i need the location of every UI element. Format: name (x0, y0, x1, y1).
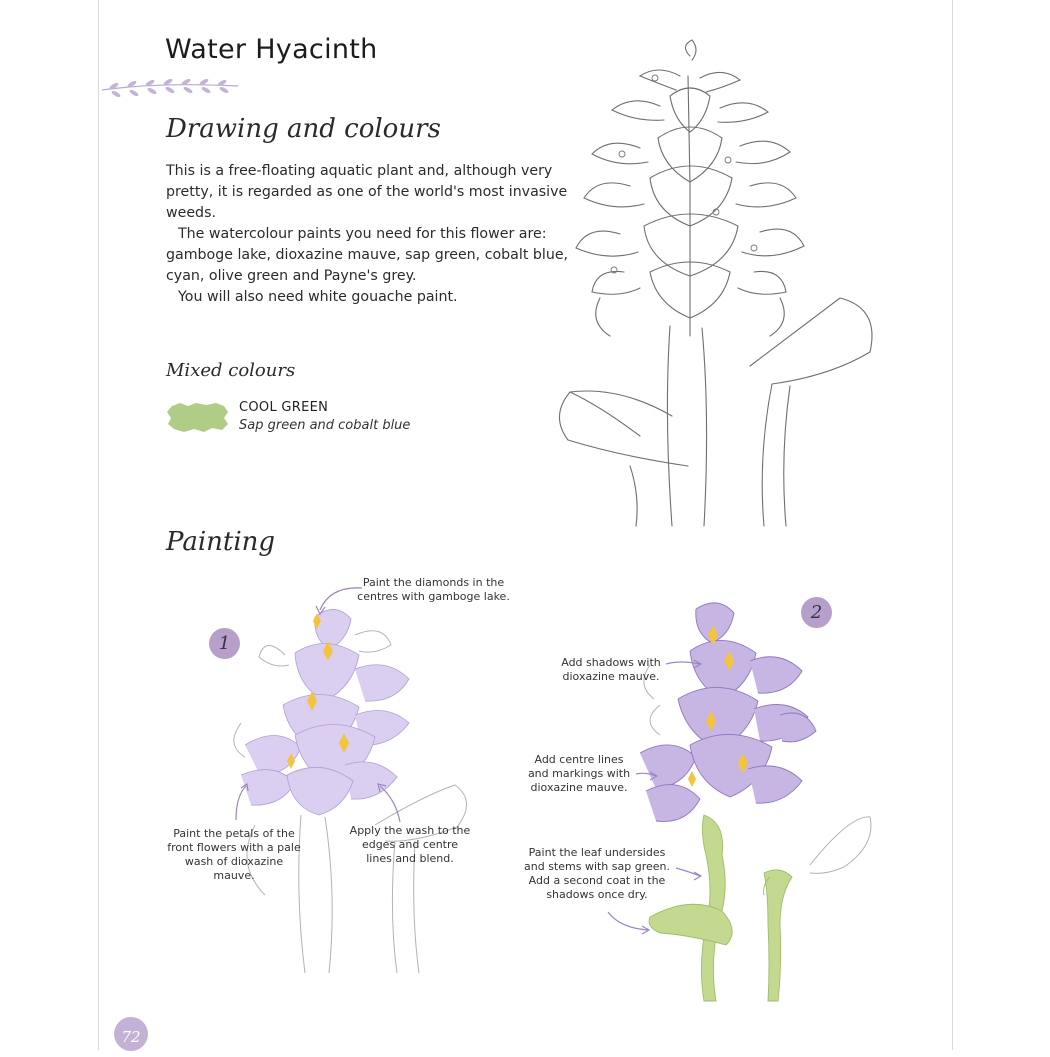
step-1-note-wash: Apply the wash to the edges and centre lines and blend. (349, 824, 471, 865)
step-1-note-diamonds: Paint the diamonds in the centres with gamboge lake. (357, 576, 510, 603)
step-2-annotation-arrows (600, 650, 720, 950)
step-1-badge: 1 (209, 628, 240, 659)
vine-ornament-icon (100, 76, 240, 102)
section-heading-painting: Painting (166, 527, 276, 557)
mix-name: COOL GREEN (239, 400, 329, 415)
intro-paragraph: The watercolour paints you need for this flower are: gamboge lake, dioxazine mauve, sap green, cobalt blue, cyan, olive green and Payne's grey. (166, 226, 569, 284)
section-heading-mixed-colours: Mixed colours (166, 360, 296, 381)
intro-paragraph: This is a free-floating aquatic plant and, although very pretty, it is regarded as one of the world's most invasive weeds. (166, 163, 568, 221)
intro-paragraph: You will also need white gouache paint. (178, 289, 458, 305)
step-2-note-leaf: Paint the leaf undersides and stems with sap green. Add a second coat in the shadows once dry. (524, 846, 670, 901)
step-1-annotation-arrows (230, 580, 410, 830)
mix-description: Sap green and cobalt blue (239, 418, 411, 433)
page-number: 72 (114, 1017, 148, 1051)
step-2-note-shadows: Add shadows with dioxazine mauve. (561, 656, 661, 683)
step-2-note-centre-lines: Add centre lines and markings with dioxazine mauve. (527, 753, 631, 794)
page-title: Water Hyacinth (165, 34, 378, 65)
section-heading-drawing: Drawing and colours (166, 114, 441, 144)
pencil-drawing-illustration (540, 36, 890, 536)
step-1-note-petals: Paint the petals of the front flowers with a pale wash of dioxazine mauve. (167, 827, 301, 882)
cool-green-swatch (166, 400, 230, 434)
intro-text (166, 161, 576, 308)
step-2-badge: 2 (801, 597, 832, 628)
